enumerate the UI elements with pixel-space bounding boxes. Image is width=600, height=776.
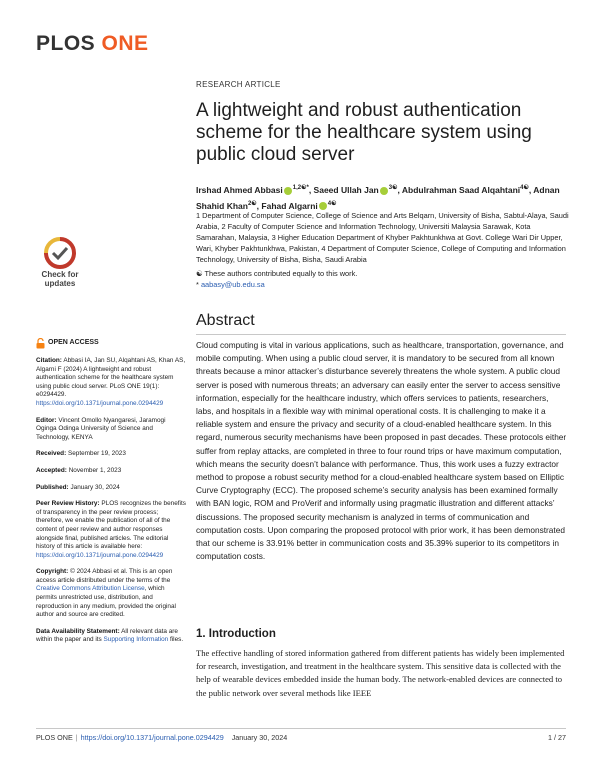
author-name: Adnan Shahid Khan <box>196 184 560 211</box>
author-notes: ☯ These authors contributed equally to this work. * aabasy@ub.edu.sa <box>196 268 566 290</box>
page-footer: PLOS ONE | https://doi.org/10.1371/journal.pone.0294429 January 30, 2024 1 / 27 <box>36 733 566 742</box>
logo-one: ONE <box>101 32 149 55</box>
check-for-updates-badge[interactable] <box>36 236 84 296</box>
open-access-badge: OPEN ACCESS <box>36 338 186 349</box>
citation-block: Citation: Abbasi IA, Jan SU, Alqahtani AS, Khan AS, Algarni F (2024) A lightweight and robust authentication scheme for the healthcare system using public cloud server. PLoS ONE 19(1): e0294429. https://doi.org/10.1371/journal.pone.0294429 <box>36 357 186 407</box>
article-title: A lightweight and robust authentication scheme for the healthcare system using public cloud server <box>196 100 532 165</box>
check-updates-text: Check for updates <box>41 270 79 288</box>
footer-journal: PLOS ONE <box>36 733 73 742</box>
author-name: Saeed Ullah Jan <box>313 184 379 195</box>
logo-plos: PLOS <box>36 32 96 55</box>
equal-contribution-note: ☯ These authors contributed equally to this work. <box>196 269 358 278</box>
data-availability-block: Data Availability Statement: All relevant data are within the paper and its Supporting Information files. <box>36 627 184 644</box>
page-number: 1 / 27 <box>548 733 566 742</box>
license-link[interactable]: Creative Commons Attribution License <box>36 585 145 593</box>
peer-review-block: Peer Review History: PLOS recognizes the benefits of transparency in the peer review process; therefore, we enable the publication of all of the content of peer review and author responses alongside final, published articles. The editorial history of this article is available here: https://doi.org/10.1371/journal.pone.0294429 <box>36 500 186 559</box>
supporting-info-link[interactable]: Supporting Information <box>103 636 169 644</box>
author-name: Abdulrahman Saad Alqahtani <box>401 184 521 195</box>
orcid-icon[interactable] <box>380 187 388 195</box>
citation-doi-link[interactable]: https://doi.org/10.1371/journal.pone.0294429 <box>36 399 164 407</box>
abstract-divider <box>196 334 566 335</box>
received-date: Received: September 19, 2023 <box>36 450 126 458</box>
open-lock-icon <box>36 338 45 349</box>
footer-date: January 30, 2024 <box>231 733 288 742</box>
author-name: Irshad Ahmed Abbasi <box>196 184 283 195</box>
peer-review-link[interactable]: https://doi.org/10.1371/journal.pone.0294429 <box>36 551 164 559</box>
corresponding-email-link[interactable]: aabasy@ub.edu.sa <box>200 280 265 289</box>
check-updates-icon <box>40 236 80 270</box>
author-list: Irshad Ahmed Abbasi $^{1,2☯*}$, Saeed Ullah Jan $^{3☯}$, Abdulrahman Saad Alqahtani$^{4☯}$, Adnan Shahid Khan$^{2☯}$, Fahad Algarni $^{4☯}$ <box>196 184 560 211</box>
affiliations: 1 Department of Computer Science, College of Science and Arts Belqarn, University of Bisha, Sabtul-Alaya, Saudi Arabia, 2 Faculty of Computer Science and Information Technology, Universiti Malaysia Sarawak, Kota Samarahan, Malaysia, 3 Higher Education Department of Khyber Pakhtunkhwa at Govt. College Wari Dir Upper, Wari, Khyber Pakhtunkhwa, Pakistan, 4 Department of Computer Science, College of Computing and Information Technology, University of Bisha, Bisha, Saudi Arabia <box>196 211 569 264</box>
article-type: RESEARCH ARTICLE <box>196 80 281 89</box>
sidebar-metadata <box>36 338 186 653</box>
accepted-date: Accepted: November 1, 2023 <box>36 466 122 474</box>
footer-divider <box>36 728 566 729</box>
abstract-heading: Abstract <box>196 312 255 329</box>
abstract-body: Cloud computing is vital in various applications, such as healthcare, transportation, governance, and mobile computing. When using a public cloud server, it is mandatory to be secured from all known threats because a minor attacker’s disturbance severely threatens the whole system. A public cloud server is posed with numerous threats; an adversary can easily enter the server to access sensitive information, especially for the healthcare industry, which offers services to patients, researchers, labs, and hospitals in a flexible way with minimal operational costs. It is challenging to make it a reliable system and ensure the privacy and security of a cloud-enabled healthcare system. In this regard, numerous security mechanisms have been proposed in past decades. These protocols either suffer from replay attacks, are completed in three to four round trips or have maximum computation, which means the security doesn’t balance with performance. Thus, this work uses a fuzzy extractor method to propose a robust security method for a cloud-enabled healthcare system based on Elliptic Curve Cryptography (ECC). The proposed scheme’s security analysis has been examined formally with BAN logic, ROM and ProVerif and informally using pragmatic illustration and different attacks’ discussions. The proposed security mechanism is analyzed in terms of communication and computation costs. Upon comparing the proposed protocol with prior work, it has been demonstrated that our scheme is 33.91% better in communication costs and 35.39% superior to its competitors in computation costs. <box>196 340 567 562</box>
journal-logo[interactable] <box>36 32 149 56</box>
introduction-body: The effective handling of stored information gathered from different patients has widely been implemented for research, investigation, and treatment in the healthcare system. This sensitive data is collected with the help of wearable devices embedded inside the human body. The network-enabled devices are connected to the public network over several methods like IEEE <box>196 648 565 698</box>
editor-block: Editor: Vincent Omollo Nyangaresi, Jaramogi Oginga Odinga University of Science and Technology, KENYA <box>36 416 166 441</box>
introduction-heading: 1. Introduction <box>196 628 276 640</box>
orcid-icon[interactable] <box>284 187 292 195</box>
author-name: Fahad Algarni <box>261 200 318 211</box>
copyright-block: Copyright: © 2024 Abbasi et al. This is an open access article distributed under the terms of the Creative Commons Attribution License, which permits unrestricted use, distribution, and reproduction in any medium, provided the original author and source are credited. <box>36 568 176 619</box>
footer-doi-link[interactable]: https://doi.org/10.1371/journal.pone.0294429 <box>80 733 224 742</box>
published-date: Published: January 30, 2024 <box>36 483 120 491</box>
